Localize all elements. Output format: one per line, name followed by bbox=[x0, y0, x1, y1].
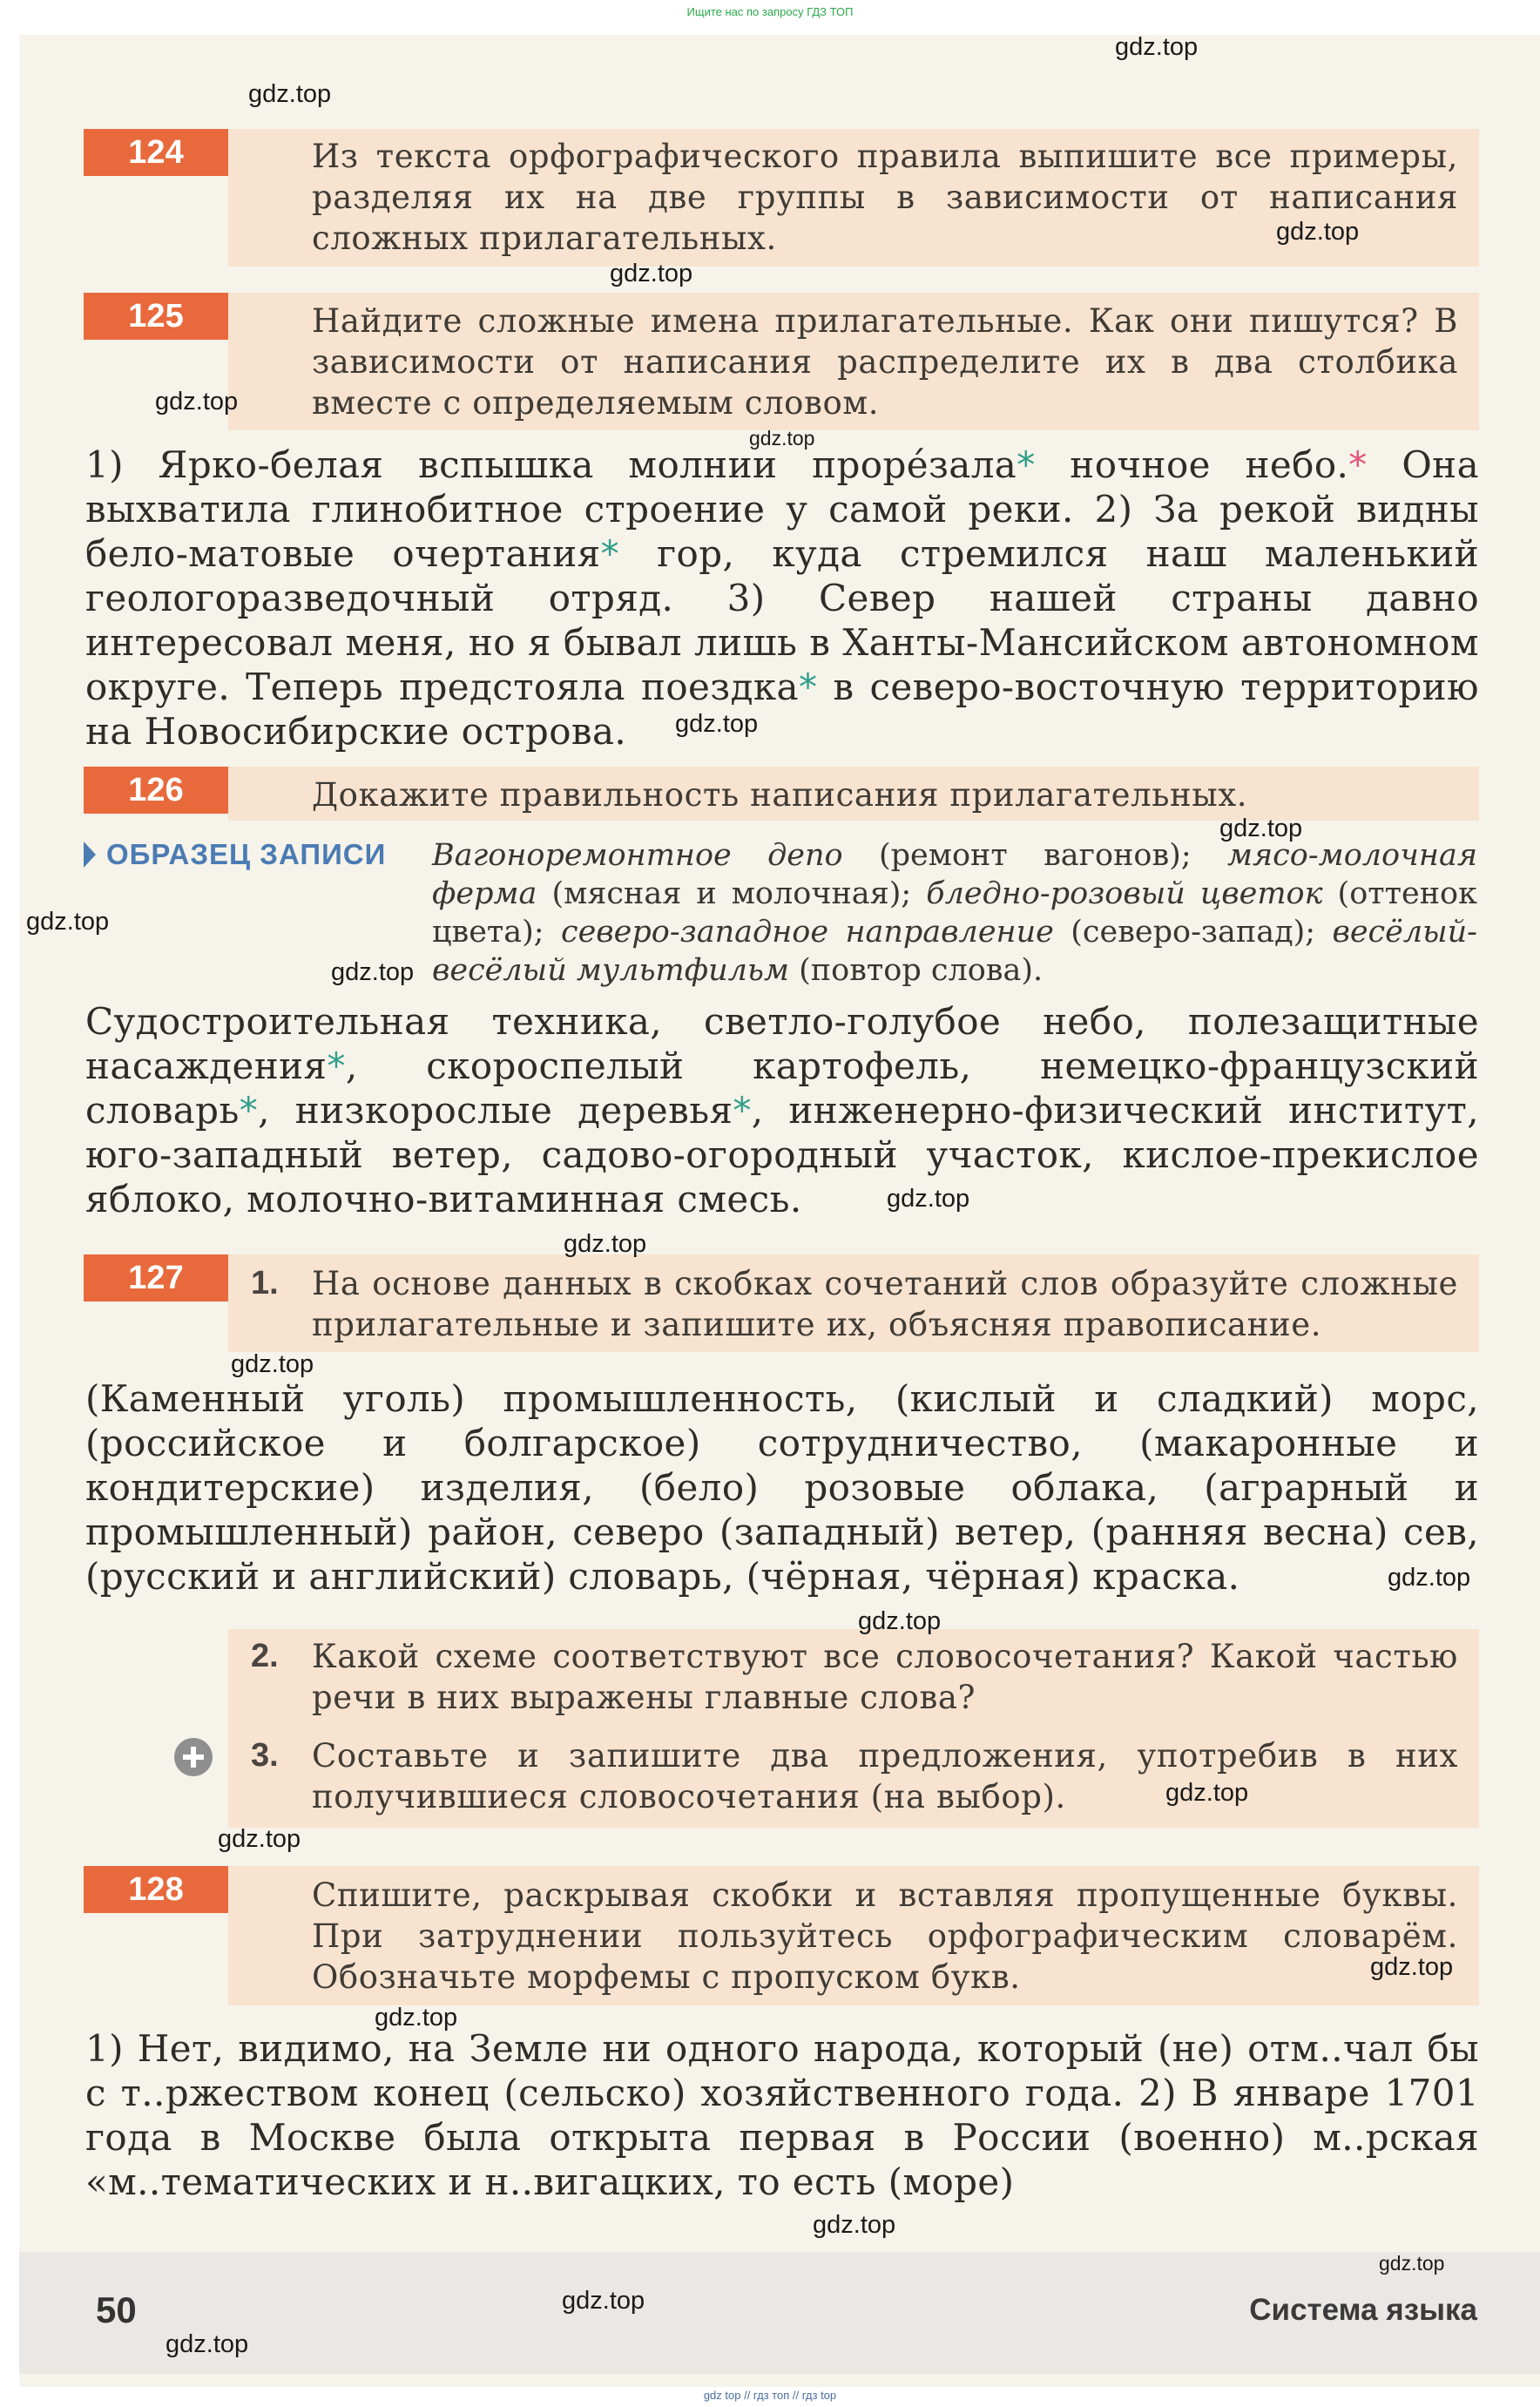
watermark: gdz.top bbox=[1115, 33, 1199, 61]
watermark: gdz.top bbox=[1276, 218, 1360, 246]
watermark: gdz.top bbox=[218, 1825, 301, 1853]
task-125-body: 1) Ярко-белая вспышка молнии прорéзала* ночное небо.* Она выхватила глинобитное строение у самой реки. 2) За рекой видны бело-матовые очертания* гор, куда стремился наш маленький геологоразведочный отряд. 3) Север нашей страны давно интересовал меня, но я бывал лишь в Ханты-Мансийском автономном округе. Теперь предстояла поездка* в северо-восточную территорию на Новосибирские острова. bbox=[85, 443, 1480, 753]
task-125-text: Найдите сложные имена прилагательные. Как они пишутся? В зависимости от написания распределите их в два столбика вместе с определяемым словом. bbox=[312, 302, 1458, 422]
task-127-point-2-text: Какой схеме соответствуют все словосочетания? Какой частью речи в них выражены главные слова? bbox=[312, 1638, 1458, 1716]
page-number: 50 bbox=[96, 2289, 137, 2330]
task-126-number: 126 bbox=[84, 767, 228, 814]
section-name: Система языка bbox=[1249, 2293, 1477, 2327]
top-note: Ищите нас по запросу ГДЗ ТОП bbox=[686, 5, 854, 18]
task-126-text: Докажите правильность написания прилагательных. bbox=[312, 776, 1248, 814]
plus-circle-icon bbox=[174, 1738, 213, 1776]
star-marker: * bbox=[798, 666, 818, 708]
watermark: gdz.top bbox=[165, 2330, 249, 2358]
task-127-point-3-text: Составьте и запишите два предложения, употребив в них получившиеся словосочетания (на выбор). bbox=[312, 1737, 1458, 1815]
watermark: gdz.top bbox=[813, 2211, 896, 2239]
star-marker: * bbox=[600, 532, 619, 575]
task-127-point-1-text: На основе данных в скобках сочетаний слов образуйте сложные прилагательные и запишите их, объясняя правописание. bbox=[312, 1265, 1458, 1343]
watermark: gdz.top bbox=[248, 80, 332, 108]
watermark: gdz.top bbox=[858, 1607, 942, 1635]
watermark: gdz.top bbox=[375, 2004, 458, 2032]
task-127-body: (Каменный уголь) промышленность, (кислый и сладкий) морс, (российское и болгарское) сотрудничество, (макаронные и кондитерские) изделия, (бело) розовые облака, (аграрный и промышленный) район, северо (западный) ветер, (ранняя весна) сев, (русский и английский) словарь, (чёрная, чёрная) краска. bbox=[85, 1377, 1479, 1598]
watermark: gdz.top bbox=[1388, 1564, 1471, 1592]
watermark: gdz.top bbox=[610, 260, 693, 287]
star-marker: * bbox=[733, 1089, 752, 1132]
task-127-point-2-number: 2. bbox=[251, 1638, 279, 1674]
watermark: gdz.top bbox=[562, 2287, 645, 2315]
task-124-number: 124 bbox=[84, 129, 228, 176]
task-128-body: 1) Нет, видимо, на Земле ни одного народа, который (не) отм..чал бы с т..ржеством конец (сельско) хозяйственного года. 2) В январе 1701 года в Москве была открыта первая в России (военно) м..рская «м..тематических и н..вигацких, то есть (море) bbox=[85, 2027, 1479, 2203]
watermark: gdz.top bbox=[675, 710, 759, 738]
star-marker: * bbox=[1348, 443, 1368, 486]
watermark: gdz.top bbox=[564, 1230, 647, 1258]
watermark: gdz.top bbox=[749, 427, 815, 450]
task-124-text: Из текста орфографического правила выпишите все примеры, разделяя их на две группы в зависимости от написания сложных прилагательных. bbox=[312, 138, 1458, 257]
star-marker: * bbox=[239, 1089, 259, 1132]
task-125-number: 125 bbox=[84, 293, 228, 340]
sample-label: ОБРАЗЕЦ ЗАПИСИ bbox=[84, 838, 386, 871]
watermark: gdz.top bbox=[1379, 2252, 1445, 2275]
watermark: gdz.top bbox=[1219, 815, 1303, 842]
star-marker: * bbox=[1017, 443, 1036, 486]
watermark: gdz.top bbox=[231, 1350, 314, 1378]
task-128-text: Спишите, раскрывая скобки и вставляя пропущенные буквы. При затруднении пользуйтесь орфографическим словарём. Обозначьте морфемы с пропуском букв. bbox=[312, 1876, 1458, 1996]
bottom-note: gdz top // гдз топ // гдз top bbox=[703, 2389, 837, 2402]
star-marker: * bbox=[327, 1045, 346, 1087]
watermark: gdz.top bbox=[155, 388, 239, 416]
task-127-number: 127 bbox=[84, 1254, 228, 1302]
sample-text: Вагоноремонтное депо (ремонт вагонов); мясо-молочная ферма (мясная и молочная); бледно-розовый цветок (оттенок цвета); северо-западное направление (северо-запад); весёлый-весёлый мультфильм (повтор слова). bbox=[432, 838, 1478, 988]
watermark: gdz.top bbox=[1370, 1953, 1454, 1981]
watermark: gdz.top bbox=[26, 908, 110, 936]
task-128-number: 128 bbox=[84, 1866, 228, 1913]
watermark: gdz.top bbox=[887, 1185, 970, 1213]
watermark: gdz.top bbox=[1165, 1779, 1249, 1807]
triangle-marker-icon bbox=[84, 842, 96, 868]
watermark: gdz.top bbox=[331, 958, 415, 986]
task-127-point-3-number: 3. bbox=[251, 1737, 279, 1774]
task-127-point-1-number: 1. bbox=[251, 1265, 279, 1302]
task-126-body: Судостроительная техника, светло-голубое небо, полезащитные насаждения*, скороспелый картофель, немецко-французский словарь*, низкорослые деревья*, инженерно-физический институт, юго-западный ветер, садово-огородный участок, кислое-прекислое яблоко, молочно-витаминная смесь. bbox=[85, 1000, 1479, 1220]
